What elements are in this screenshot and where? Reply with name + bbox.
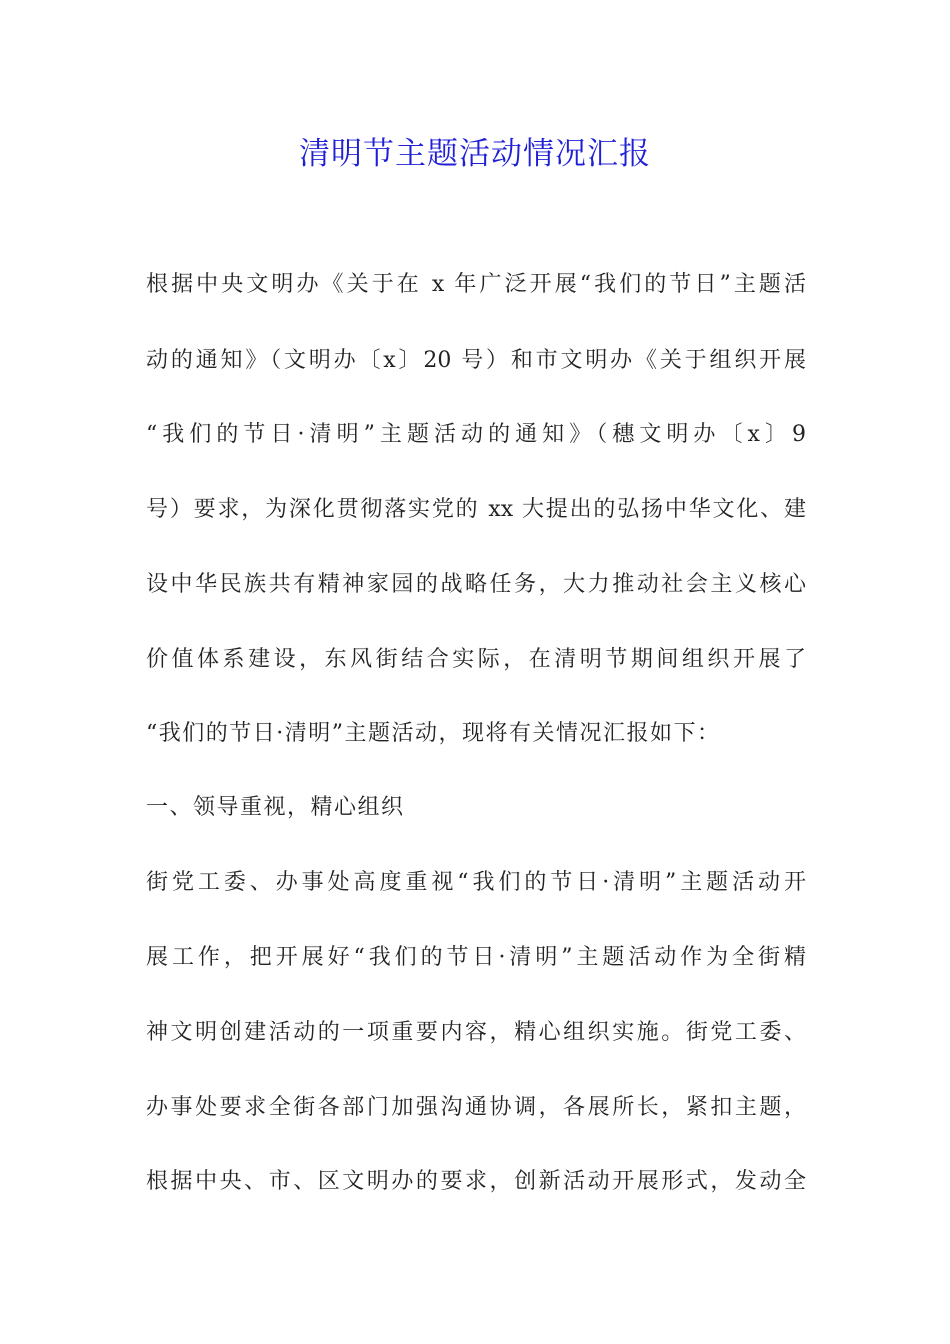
paragraph-line: 价值体系建设，东风街结合实际，在清明节期间组织开展了	[146, 647, 806, 672]
paragraph-line: 展工作，把开展好“我们的节日·清明”主题活动作为全街精	[146, 945, 806, 970]
paragraph-line: 办事处要求全街各部门加强沟通协调，各展所长，紧扣主题，	[146, 1095, 806, 1120]
paragraph-line: 街党工委、办事处高度重视“我们的节日·清明”主题活动开	[146, 870, 806, 895]
paragraph-line: 根据中央文明办《关于在 x 年广泛开展“我们的节日”主题活	[146, 272, 806, 297]
paragraph-line: 设中华民族共有精神家园的战略任务，大力推动社会主义核心	[146, 572, 806, 597]
paragraph-line: “我们的节日·清明”主题活动，现将有关情况汇报如下：	[146, 721, 721, 746]
paragraph-line: 根据中央、市、区文明办的要求，创新活动开展形式，发动全	[146, 1169, 806, 1194]
paragraph-line: “我们的节日·清明”主题活动的通知》（穗文明办〔x〕9	[146, 422, 806, 447]
paragraph-line: 动的通知》（文明办〔x〕20 号）和市文明办《关于组织开展	[146, 348, 806, 373]
document-title: 清明节主题活动情况汇报	[299, 136, 651, 172]
paragraph-line: 号）要求，为深化贯彻落实党的 xx 大提出的弘扬中华文化、建	[146, 497, 806, 522]
paragraph-line: 神文明创建活动的一项重要内容，精心组织实施。街党工委、	[146, 1020, 806, 1045]
section-heading: 一、领导重视，精心组织	[146, 795, 405, 820]
